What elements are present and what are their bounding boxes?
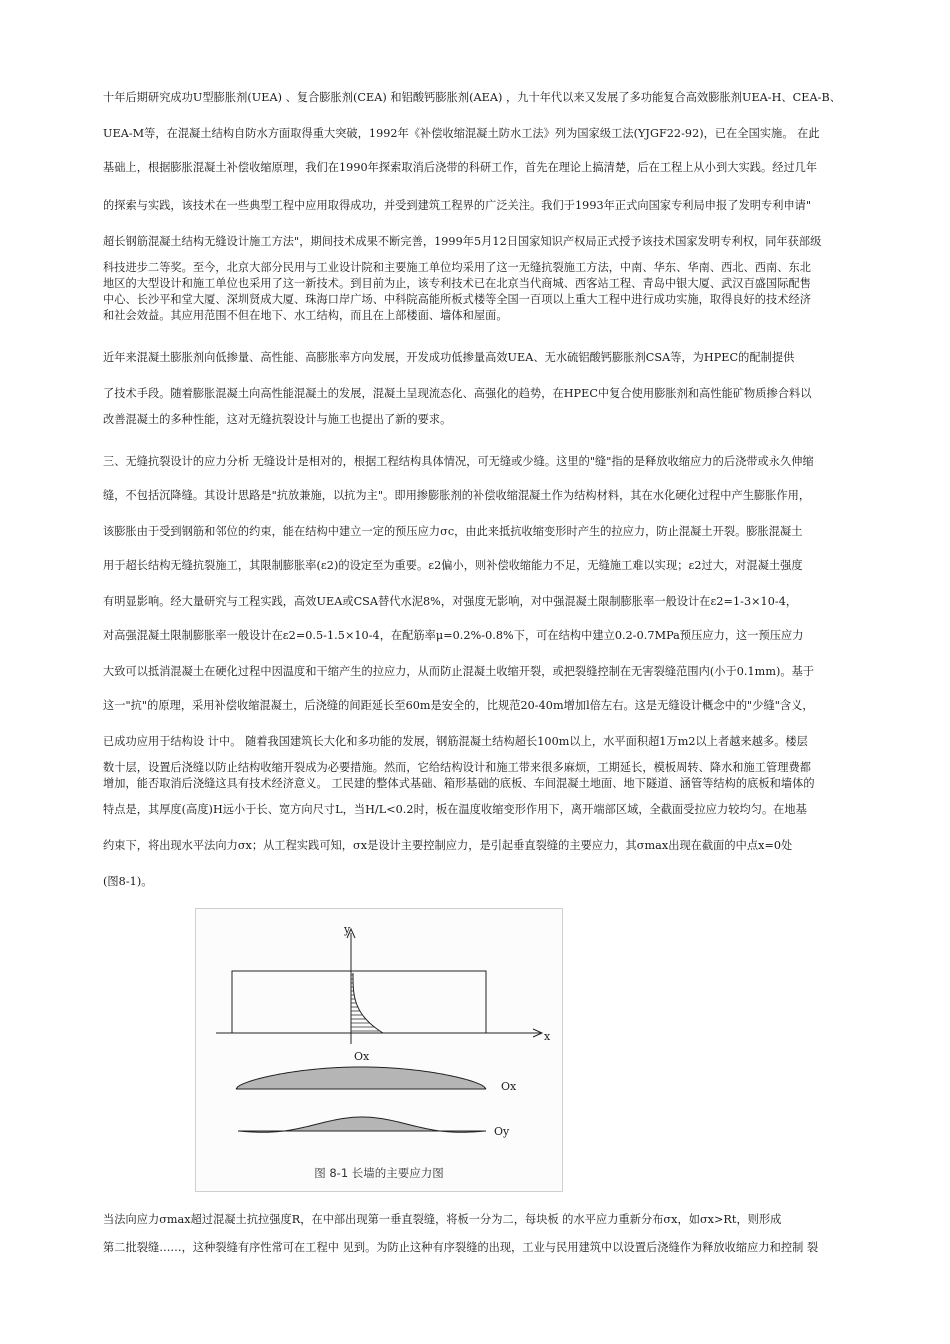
text-line: 基础上，根据膨胀混凝土补偿收缩原理，我们在1990年探索取消后浇带的科研工作，首先在理论上搞清楚，后在工程上从小到大实践。经过几年 — [103, 161, 818, 174]
text-line: 对高强混凝土限制膨胀率一般设计在ε2=0.5-1.5×10-4，在配筋率μ=0.2%-0.8%下，可在结构中建立0.2-0.7MPa预压应力，这一预压应力 — [103, 629, 804, 642]
text-line: 中心、长沙平和堂大厦、深圳贤成大厦、珠海口岸广场、中科院高能所板式楼等全国一百项以上重大工程中进行成功实施，取得良好的技术经济 — [103, 293, 811, 306]
figure-caption: 图 8-1 长墙的主要应力图 — [314, 1166, 444, 1180]
profile-curve — [353, 973, 383, 1033]
text-line: 已成功应用于结构设 计中。 随着我国建筑长大化和多功能的发展，钢筋混凝土结构超长100m以上，水平面积超1万m2以上者越来越多。楼层 — [103, 735, 808, 748]
stress-diagram — [196, 909, 562, 1159]
ox-label-right: Ox — [501, 1080, 517, 1093]
text-line: 改善混凝土的多种性能，这对无缝抗裂设计与施工也提出了新的要求。 — [103, 413, 452, 426]
text-line: (图8-1)。 — [103, 875, 153, 888]
wall-outline — [232, 971, 486, 1033]
text-line: 三、无缝抗裂设计的应力分析 无缝设计是相对的，根据工程结构具体情况，可无缝或少缝。这里的"缝"指的是释放收缩应力的后浇带或永久伸缩 — [103, 455, 814, 468]
text-line: 约束下，将出现水平法向力σx；从工程实践可知，σx是设计主要控制应力，是引起垂直裂缝的主要应力，其σmax出现在截面的中点x=0处 — [103, 839, 793, 852]
text-line: 特点是，其厚度(高度)H远小于长、宽方向尺寸L，当H/L<0.2时，板在温度收缩变形作用下，离开端部区域，全截面受拉应力较均匀。在地基 — [103, 803, 807, 816]
oy-stress-curve — [238, 1117, 486, 1132]
text-line: 了技术手段。随着膨胀混凝土向高性能混凝土的发展，混凝土呈现流态化、高强化的趋势，在HPEC中复合使用膨胀剂和高性能矿物质掺合料以 — [103, 387, 812, 400]
ox-outline — [236, 1067, 486, 1089]
text-line: 第二批裂缝……，这种裂缝有序性常可在工程中 见到。为防止这种有序裂缝的出现，工业与民用建筑中以设置后浇缝作为释放收缩应力和控制 裂 — [103, 1241, 819, 1254]
text-line: 增加，能否取消后浇缝这具有技术经济意义。 工民建的整体式基础、箱形基础的底板、车间混凝土地面、地下隧道、涵管等结构的底板和墙体的 — [103, 777, 815, 790]
text-line: 的探索与实践，该技术在一些典型工程中应用取得成功，并受到建筑工程界的广泛关注。我们于1993年正式向国家专利局申报了发明专利申请" — [103, 199, 812, 212]
text-line: 数十层，设置后浇缝以防止结构收缩开裂成为必要措施。然而，它给结构设计和施工带来很多麻烦，工期延长，模板周转、降水和施工管理费都 — [103, 761, 811, 774]
text-line: 该膨胀由于受到钢筋和邻位的约束，能在结构中建立一定的预压应力σc，由此来抵抗收缩变形时产生的拉应力，防止混凝土开裂。膨胀混凝土 — [103, 525, 803, 538]
ox-label-top: Ox — [354, 1050, 370, 1063]
text-line: 缝，不包括沉降缝。其设计思路是"抗放兼施，以抗为主"。即用掺膨胀剂的补偿收缩混凝土作为结构材料，其在水化硬化过程中产生膨胀作用， — [103, 489, 811, 502]
text-line: 当法向应力σmax超过混凝土抗拉强度R，在中部出现第一垂直裂缝，将板一分为二，每块板 的水平应力重新分布σx，如σx>Rt，则形成 — [103, 1213, 782, 1226]
text-line: 近年来混凝土膨胀剂向低掺量、高性能、高膨胀率方向发展，开发成功低掺量高效UEA、无水硫铝酸钙膨胀剂CSA等，为HPEC的配制提供 — [103, 351, 795, 364]
text-line: 用于超长结构无缝抗裂施工，其限制膨胀率(ε2)的设定至为重要。ε2偏小，则补偿收缩能力不足，无缝施工难以实现；ε2过大，对混凝土强度 — [103, 559, 803, 572]
text-line: 地区的大型设计和施工单位也采用了这一新技术。到目前为止，该专利技术已在北京当代商城、西客站工程、青岛中银大厦、武汉百盛国际配售 — [103, 277, 811, 290]
text-line: UEA-M等，在混凝土结构自防水方面取得重大突破，1992年《补偿收缩混凝土防水工法》列为国家级工法(YJGF22-92)，已在全国实施。 在此 — [103, 127, 820, 140]
text-line: 有明显影响。经大量研究与工程实践，高效UEA或CSA替代水泥8%，对强度无影响，对中强混凝土限制膨胀率一般设计在ε2=1-3×10-4， — [103, 595, 798, 608]
stress-figure — [195, 908, 563, 1192]
text-line: 科技进步二等奖。至今，北京大部分民用与工业设计院和主要施工单位均采用了这一无缝抗裂施工方法，中南、华东、华南、西北、西南、东北 — [103, 261, 811, 274]
text-line: 这一"抗"的原理，采用补偿收缩混凝土，后浇缝的间距延长至60m是安全的，比规范20-40m增加l倍左右。这是无缝设计概念中的"少缝"含义， — [103, 699, 814, 712]
text-line: 大致可以抵消混凝土在硬化过程中因温度和干缩产生的拉应力，从而防止混凝土收缩开裂，或把裂缝控制在无害裂缝范围内(小于0.1mm)。基于 — [103, 665, 815, 678]
ox-stress-curve — [236, 1067, 486, 1089]
x-axis-label: x — [544, 1030, 551, 1043]
y-axis-label: y — [344, 923, 351, 936]
text-line: 十年后期研究成功U型膨胀剂(UEA) 、复合膨胀剂(CEA) 和铝酸钙膨胀剂(AEA) ，九十年代以来又发展了多功能复合高效膨胀剂UEA-H、CEA-B、 — [103, 91, 841, 104]
oy-label-right: Oy — [494, 1125, 510, 1138]
text-line: 超长钢筋混凝土结构无缝设计施工方法"，期间技术成果不断完善，1999年5月12日国家知识产权局正式授予该技术国家发明专利权，同年获部级 — [103, 235, 822, 248]
vertical-stress-profile — [351, 973, 383, 1033]
text-line: 和社会效益。其应用范围不但在地下、水工结构，而且在上部楼面、墙体和屋面。 — [103, 309, 508, 322]
